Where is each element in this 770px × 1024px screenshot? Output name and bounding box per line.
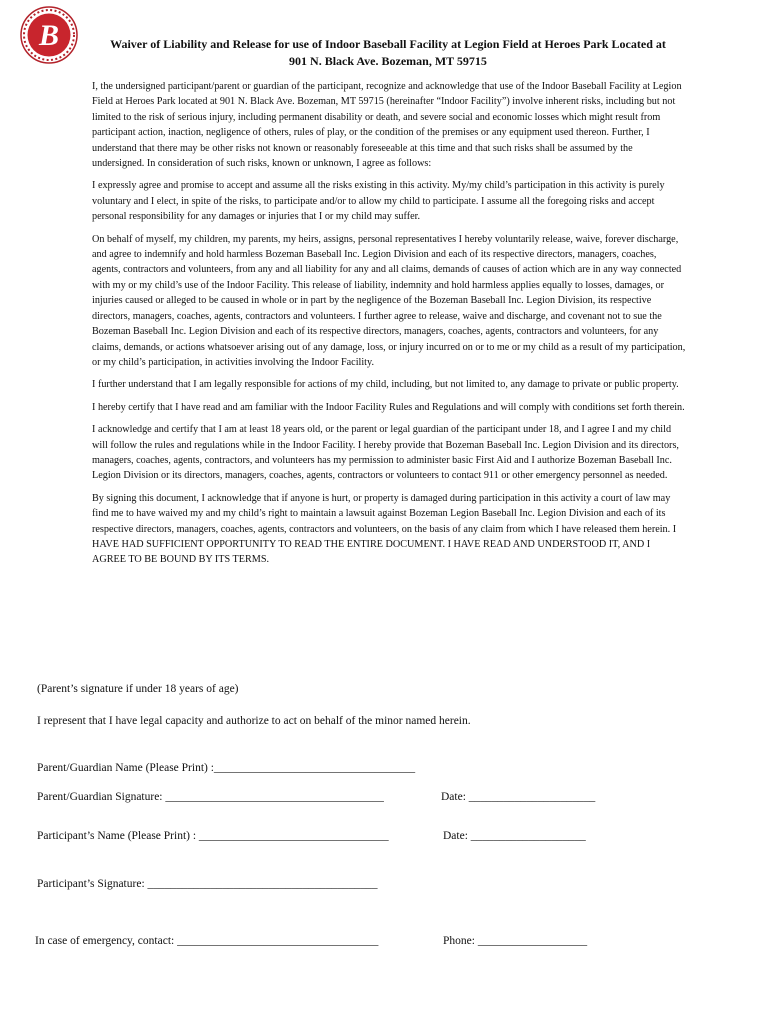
emergency-contact-field[interactable]: In case of emergency, contact: ___________________________________ bbox=[35, 935, 379, 947]
team-logo bbox=[20, 6, 78, 64]
paragraph-risks: I, the undersigned participant/parent or guardian of the participant, recognize and acknowledge that use of the Indoor Baseball Facility at Legion Field at Heroes Park located at 901 N. Black Ave. Bozeman, MT 59715 (hereinafter “Indoor Facility”) involve inherent risks, including but not limited to the risk of serious injury, including permanent disability or death, and severe social and economic losses which might result from participant action, inaction, negligence of others, rules of play, or the condition of the premises or any equipment used thereon. Further, I understand that there may be other risks not known or reasonably foreseeable at this time and that such risks shall be assumed by the undersigned. In consideration of such risks, known or unknown, I agree as follows: bbox=[92, 81, 682, 170]
title-line-1: Waiver of Liability and Release for use of Indoor Baseball Facility at Legion Field at Heroes Park Located at bbox=[110, 37, 666, 51]
parent-signature-note: (Parent’s signature if under 18 years of age) bbox=[37, 683, 239, 695]
paragraph-acknowledgement: By signing this document, I acknowledge that if anyone is hurt, or property is damaged during participation in this activity a court of law may find me to have waived my and my child’s right to maintain a lawsuit against Bozeman Legion Baseball Inc. Legion Division and each of its respective directors, managers, coaches, agents, contractors and volunteers, on the basis of any claim from which I have released them herein. I HAVE HAD SUFFICIENT OPPORTUNITY TO READ THE ENTIRE DOCUMENT. I HAVE READ AND UNDERSTOOD IT, AND I AGREE TO BE BOUND BY ITS TERMS. bbox=[92, 492, 677, 566]
waiver-body bbox=[92, 79, 686, 575]
capacity-statement: I represent that I have legal capacity and authorize to act on behalf of the minor named herein. bbox=[37, 715, 471, 727]
participant-date-field[interactable]: Date: ____________________ bbox=[443, 830, 586, 842]
document-title bbox=[92, 36, 684, 70]
participant-name-field[interactable]: Participant’s Name (Please Print) : _________________________________ bbox=[37, 830, 389, 842]
paragraph-responsibility: I further understand that I am legally responsible for actions of my child, including, but not limited to, any damage to private or public property. bbox=[92, 379, 679, 391]
title-line-2: 901 N. Black Ave. Bozeman, MT 59715 bbox=[289, 54, 487, 68]
emergency-phone-field[interactable]: Phone: ___________________ bbox=[443, 935, 588, 947]
participant-signature-field[interactable]: Participant’s Signature: ________________________________________ bbox=[37, 878, 378, 890]
logo-letter: B bbox=[38, 19, 60, 52]
paragraph-assumption: I expressly agree and promise to accept and assume all the risks existing in this activity. My/my child’s participation in this activity is purely voluntary and I elect, in spite of the risks, to participate and/or to allow my child to participate. I assume all the foregoing risks and accept personal responsibility for any damages or injuries that I or my child may suffer. bbox=[92, 180, 665, 223]
guardian-signature-field[interactable]: Parent/Guardian Signature: ______________________________________ bbox=[37, 791, 384, 803]
guardian-date-field[interactable]: Date: ______________________ bbox=[441, 791, 596, 803]
paragraph-rules: I hereby certify that I have read and am familiar with the Indoor Facility Rules and Regulations and will comply with conditions set forth therein. bbox=[92, 401, 685, 413]
guardian-name-field[interactable]: Parent/Guardian Name (Please Print) :___________________________________ bbox=[37, 762, 416, 774]
paragraph-first-aid: I acknowledge and certify that I am at least 18 years old, or the parent or legal guardian of the participant under 18, and I agree I and my child will follow the rules and regulations while in the Indoor Facility. I hereby provide that Bozeman Baseball Inc. Legion Division and its directors, managers, coaches, agents, contractors, and volunteers has my permission to administer basic First Aid and I authorize Bozeman Baseball Inc. Legion Division or its directors, managers, coaches, agents, contractors or volunteers to contact 911 or other emergency personnel as needed. bbox=[92, 424, 679, 482]
paragraph-release: On behalf of myself, my children, my parents, my heirs, assigns, personal representatives I hereby voluntarily release, waive, forever discharge, and agree to indemnify and hold harmless Bozeman Baseball Inc. Legion Division and each of its respective directors, managers, coaches, agents, contractors and volunteers, from any and all liability for any and all claims, demands of causes of action which are in any way connected with my or my child’s use of the Indoor Facility. This release of liability, indemnity and hold harmless applies equally to losses, damages, or injuries caused or alleged to be caused in whole or in part by the negligence of the Bozeman Baseball Inc. Legion Division, its respective directors, managers, coaches, agents, contractors and volunteers. I further agree to release, waive and discharge, and covenant not to sue the Bozeman Baseball Inc. Legion Division and each of its respective directors, managers, coaches, agents, contractors and volunteers, for any claims, demands, or actions whatsoever arising out of any damage, loss, or injury incurred on or to me or my child as a result of my participation, or my child’s participation, in activities involving the Indoor Facility. bbox=[92, 233, 686, 368]
